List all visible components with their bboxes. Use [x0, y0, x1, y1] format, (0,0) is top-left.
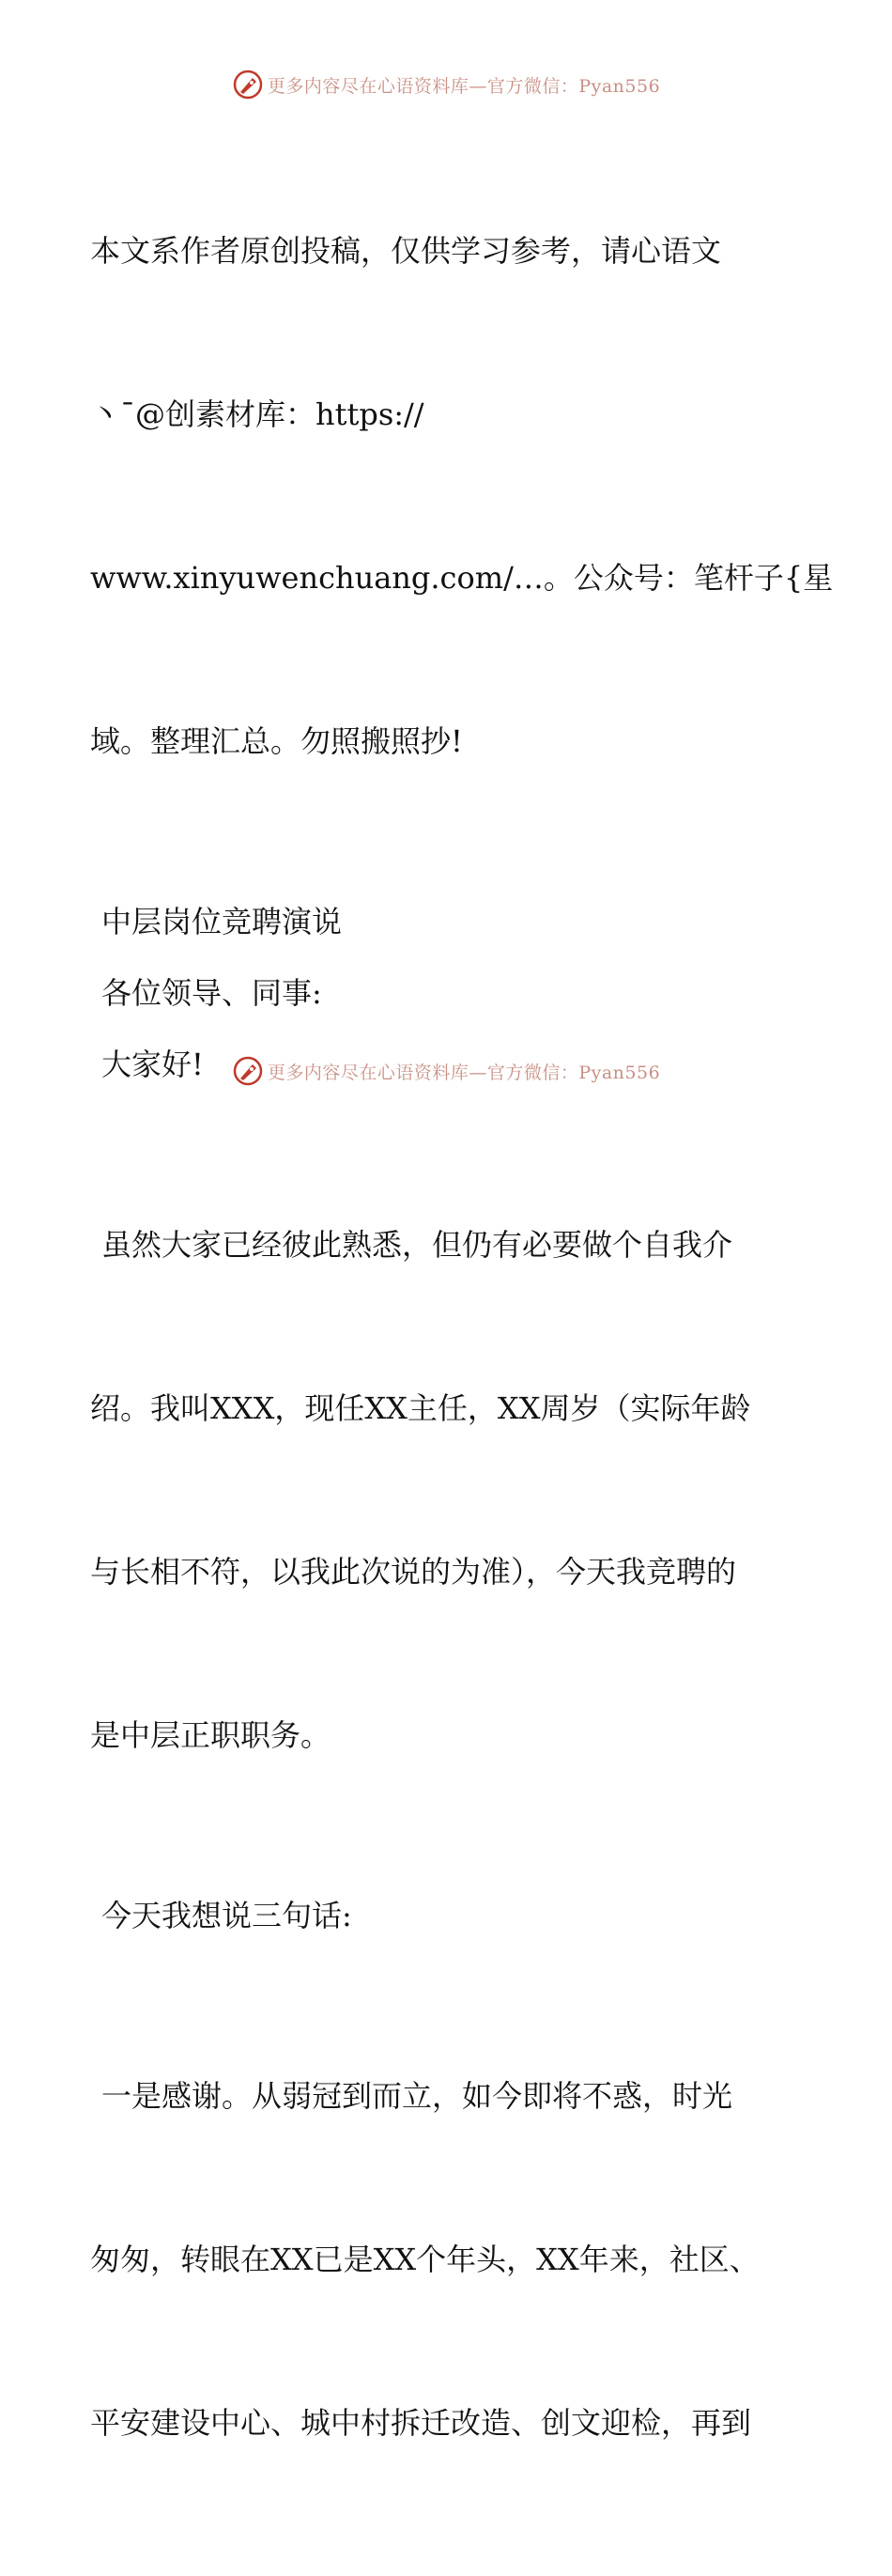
- notice-line: 本文系作者原创投稿，仅供学习参考，请心语文: [90, 233, 722, 269]
- header-banner-text: 更多内容尽在心语资料库—官方微信：Pyan556: [267, 75, 661, 97]
- thanks-line: 一是感谢。从弱冠到而立，如今即将不惑，时光: [101, 2078, 733, 2114]
- header-banner: [0, 66, 892, 103]
- copyright-notice: [90, 115, 834, 877]
- footer-banner: [0, 1052, 892, 1090]
- intro-paragraph: [90, 1109, 804, 1871]
- pen-nib-logo-icon: [232, 1055, 264, 1087]
- intro-line: 虽然大家已经彼此熟悉，但仍有必要做个自我介: [101, 1227, 733, 1263]
- salutation: 各位领导、同事:: [101, 975, 322, 1011]
- intro-line: 与长相不符，以我此次说的为准），今天我竞聘的: [90, 1554, 737, 1590]
- intro-line: 绍。我叫XXX，现任XX主任，XX周岁（实际年龄: [90, 1390, 751, 1426]
- notice-line: 域。整理汇总。勿照搬照抄!: [90, 723, 463, 759]
- three-sentences-line: 今天我想说三句话:: [101, 1898, 352, 1933]
- notice-line: 丶¯@创素材库：https://: [90, 396, 424, 432]
- notice-line: www.xinyuwenchuang.com/…。公众号：笔杆子{星: [90, 560, 834, 596]
- intro-line: 是中层正职职务。: [90, 1717, 331, 1753]
- greeting: 大家好!: [101, 1047, 204, 1082]
- pen-nib-logo-icon: [232, 69, 264, 101]
- document-title: 中层岗位竞聘演说: [101, 904, 343, 939]
- thanks-paragraph: [90, 1960, 804, 2559]
- document-body: [90, 115, 834, 2576]
- thanks-line: 平安建设中心、城中村拆迁改造、创文迎检，再到: [90, 2405, 752, 2441]
- footer-banner-text: 更多内容尽在心语资料库—官方微信：Pyan556: [267, 1062, 661, 1083]
- thanks-line: 匆匆，转眼在XX已是XX个年头，XX年来，社区、: [90, 2242, 760, 2277]
